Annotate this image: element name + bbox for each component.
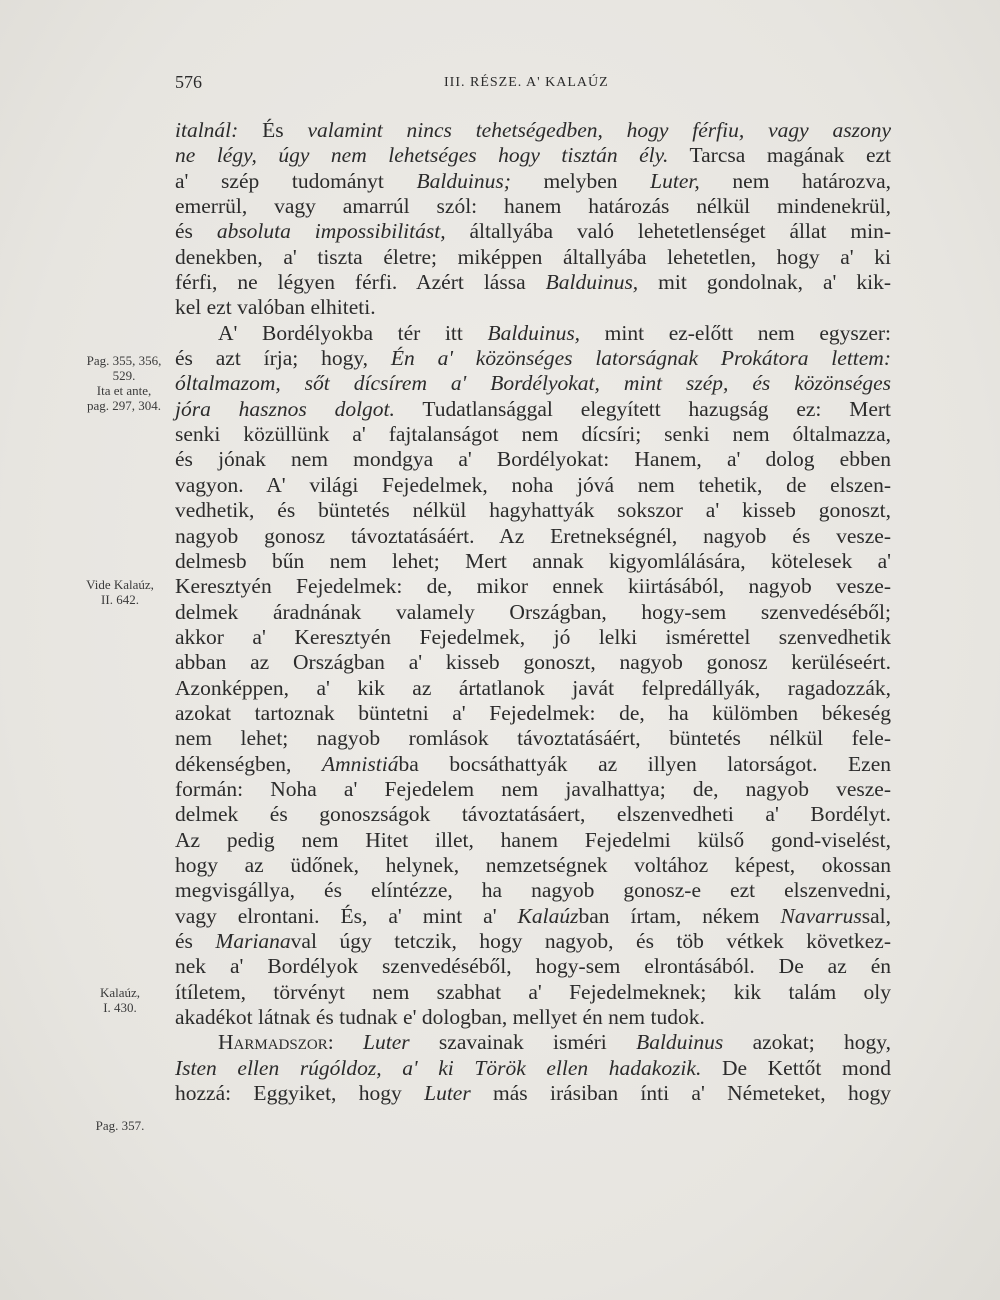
text-line <box>175 169 891 194</box>
text-line <box>175 524 891 549</box>
text-span: férfi, ne légyen férfi. Azért lássa <box>175 270 546 295</box>
text-span: hozzá: Eggyiket, hogy <box>175 1081 425 1106</box>
text-line <box>175 777 891 802</box>
text-span: vagy elrontani. És, a' mint a' <box>175 903 518 928</box>
text-span: emerrül, vagy amarrúl szól: hanem határozás nélkül mindenekrül, <box>175 194 891 219</box>
italic-span: jóra hasznos dolgot. <box>175 396 395 421</box>
page-number: 576 <box>175 72 202 92</box>
text-line <box>175 194 891 219</box>
text-span: mint ez-előtt nem egyszer: <box>580 320 891 345</box>
text-line <box>175 1005 891 1030</box>
text-span: hogy az üdőnek, helynek, nemzetségnek voltához képest, okossan <box>175 852 891 877</box>
text-span: és <box>175 929 216 953</box>
page-header <box>175 72 890 96</box>
text-span: megvisgállya, és elíntézze, ha nagyob gonosz-e ezt elszenvedni, <box>175 878 891 903</box>
text-line <box>175 270 891 295</box>
text-span: más irásiban ínti a' Németeket, hogy <box>470 1081 891 1106</box>
text-span: formán: Noha a' Fejedelem nem javalhattya; de, nagyob vesze- <box>175 776 891 801</box>
text-line <box>175 118 891 143</box>
text-line <box>175 828 891 853</box>
italic-span: ne légy, úgy nem lehetséges hogy tisztán ély. <box>175 143 669 168</box>
text-span: Tarcsa magának ezt <box>668 143 892 168</box>
text-span: Tudatlansággal elegyített hazugság ez: Mert <box>394 396 891 421</box>
text-span: dékenségben, <box>175 751 322 776</box>
text-span: akadékot látnak és tudnak e' dologban, mellyet én nem tudok. <box>175 1005 705 1030</box>
text-span: vagyon. A' világi Fejedelmek, noha jóvá nem tehetik, de elszen- <box>175 472 891 497</box>
text-line <box>175 625 891 650</box>
italic-span: italnál: <box>175 118 263 142</box>
italic-span: Balduinus; <box>416 168 511 193</box>
text-span: ban írtam, nékem <box>578 903 781 928</box>
margin-note-line: I. 430. <box>103 1000 137 1015</box>
text-line <box>175 346 891 371</box>
margin-note-3 <box>70 985 170 1015</box>
text-span: azokat tartoznak büntetni a' Fejedelmek: de, ha külömben békeség <box>175 700 891 725</box>
body-text <box>175 118 891 1106</box>
text-span: melyben <box>510 168 651 193</box>
margin-note-line: Pag. 357. <box>95 1118 145 1133</box>
italic-span: Luter <box>363 1030 410 1055</box>
text-span: nem lehet; nagyob romlások távoztatásáért, büntetés nélkül fele- <box>175 726 891 751</box>
text-line <box>175 980 891 1005</box>
text-line <box>175 878 891 903</box>
margin-note-line: pag. 297, 304. <box>86 398 162 413</box>
text-line <box>175 321 891 346</box>
text-line <box>175 1056 891 1081</box>
text-span: delmek és gonoszságok távoztatásáert, elszenvedheti a' Bordélyt. <box>175 802 891 827</box>
text-line <box>175 143 891 168</box>
text-line <box>175 853 891 878</box>
text-line <box>175 295 891 320</box>
margin-note-4 <box>70 1118 170 1133</box>
italic-span: valamint nincs tehetségedben, hogy férfiu, vagy aszony <box>307 118 891 142</box>
text-span: abban az Országban a' kisseb gonoszt, nagyob gonosz kerüléseért. <box>175 650 891 675</box>
text-line <box>175 1030 891 1055</box>
text-line <box>175 245 891 270</box>
text-line <box>175 701 891 726</box>
text-span: nem határozva, <box>699 168 891 193</box>
text-span: és jónak nem mondgya a' Bordélyokat: Hanem, a' dolog ebben <box>175 447 891 472</box>
italic-span: Kalaúz <box>517 903 579 928</box>
text-line <box>175 676 891 701</box>
text-span: ítíletem, törvényt nem szabhat a' Fejedelmeknek; kik talám oly <box>175 979 891 1004</box>
text-line <box>175 752 891 777</box>
text-line <box>175 726 891 751</box>
text-span: delmek áradnának valamely Országban, hogy-sem szenvedéséből; <box>175 599 891 624</box>
text-line <box>175 498 891 523</box>
text-span: nek a' Bordélyok szenvedéséből, hogy-sem elrontásából. De az én <box>175 954 891 979</box>
italic-span: Balduinus, <box>487 320 581 345</box>
margin-note-line: Kalaúz, <box>99 985 141 1000</box>
text-line <box>175 447 891 472</box>
text-span: denekben, a' tiszta életre; miképpen általlyába lehetetlen, hogy a' ki <box>175 244 891 269</box>
text-span: De Kettőt mond <box>701 1055 891 1080</box>
italic-span: absoluta impossibilitást, <box>216 219 446 244</box>
text-line <box>175 802 891 827</box>
text-span: Az pedig nem Hitet illet, hanem Fejedelmi külső gond-viselést, <box>175 827 891 852</box>
text-span: delmesb bűn nem lehet; Mert annak kigyomlálására, kötelesek a' <box>175 548 891 573</box>
margin-note-line: 529. <box>112 368 136 383</box>
text-line <box>175 549 891 574</box>
small-caps-span: Harmadszor <box>218 1030 328 1055</box>
text-line <box>175 422 891 447</box>
text-line <box>175 650 891 675</box>
italic-span: Luter <box>424 1081 471 1106</box>
italic-span: Luter, <box>650 168 700 193</box>
margin-note-line: Vide Kalaúz, <box>86 577 154 592</box>
text-span: kel ezt valóban elhiteti. <box>175 295 376 320</box>
text-line <box>175 473 891 498</box>
text-span: akkor a' Keresztyén Fejedelmek, jó lelki ismérettel szenvedhetik <box>175 624 891 649</box>
margin-note-1 <box>62 353 186 413</box>
margin-note-line: II. 642. <box>101 592 139 607</box>
text-span: vedhetik, és büntetés nélkül hagyhattyák sokszor a' kisseb gonoszt, <box>175 498 891 523</box>
italic-span: Balduinus <box>636 1030 724 1055</box>
margin-note-line: Ita et ante, <box>96 383 152 398</box>
italic-span: Balduinus, <box>545 270 639 295</box>
text-line <box>175 600 891 625</box>
text-span: a' szép tudományt <box>175 168 417 193</box>
italic-span: Amnistiá <box>322 751 399 776</box>
text-line <box>175 219 891 244</box>
text-span: általlyába való lehetetlenséget állat min- <box>445 219 891 244</box>
text-span: nagyob gonosz távoztatásáért. Az Eretnekségnél, nagyob és vesze- <box>175 523 891 548</box>
text-span: : <box>327 1030 364 1055</box>
text-line <box>175 371 891 396</box>
text-span: ba bocsáthattyák az illyen latorságot. Ezen <box>398 751 891 776</box>
margin-note-2 <box>70 577 170 607</box>
text-span: és azt írja; hogy, <box>175 346 391 371</box>
text-line <box>175 574 891 599</box>
margin-note-line: Pag. 355, 356, <box>86 353 162 368</box>
italic-span: Én a' közönséges latorságnak Prokátora lettem: <box>390 346 891 371</box>
text-span: sal, <box>861 903 891 928</box>
text-span: mit gondolnak, a' kik- <box>638 270 891 295</box>
italic-span: óltalmazom, sőt dícsírem a' Bordélyokat, mint szép, és közönséges <box>175 371 891 396</box>
text-line <box>175 1081 891 1106</box>
text-span: A' Bordélyokba tér itt <box>175 320 488 345</box>
italic-span: Isten ellen rúgóldoz, a' ki Török ellen hadakozik. <box>175 1055 702 1080</box>
text-span: szavainak isméri <box>409 1030 637 1055</box>
text-span: Keresztyén Fejedelmek: de, mikor ennek kiirtásából, nagyob vesze- <box>175 574 891 599</box>
text-line <box>175 954 891 979</box>
italic-span: Mariana <box>215 929 291 953</box>
text-span: azokat; hogy, <box>723 1030 891 1055</box>
text-line <box>175 397 891 422</box>
text-span: senki közüllünk a' fajtalanságot nem dícsíri; senki nem óltalmazza, <box>175 422 891 447</box>
text-span: val úgy tetczik, hogy nagyob, és töb vétkek következ- <box>290 929 891 953</box>
text-line <box>175 904 891 929</box>
text-span: és <box>175 219 217 244</box>
running-head: III. RÉSZE. A' KALAÚZ <box>444 75 609 90</box>
text-span <box>175 1030 218 1054</box>
text-line <box>175 929 891 954</box>
text-span: Azonképpen, a' kik az ártatlanok javát felpredállyák, ragadozzák, <box>175 675 891 700</box>
text-span: És <box>262 118 308 142</box>
italic-span: Navarrus <box>780 903 862 928</box>
